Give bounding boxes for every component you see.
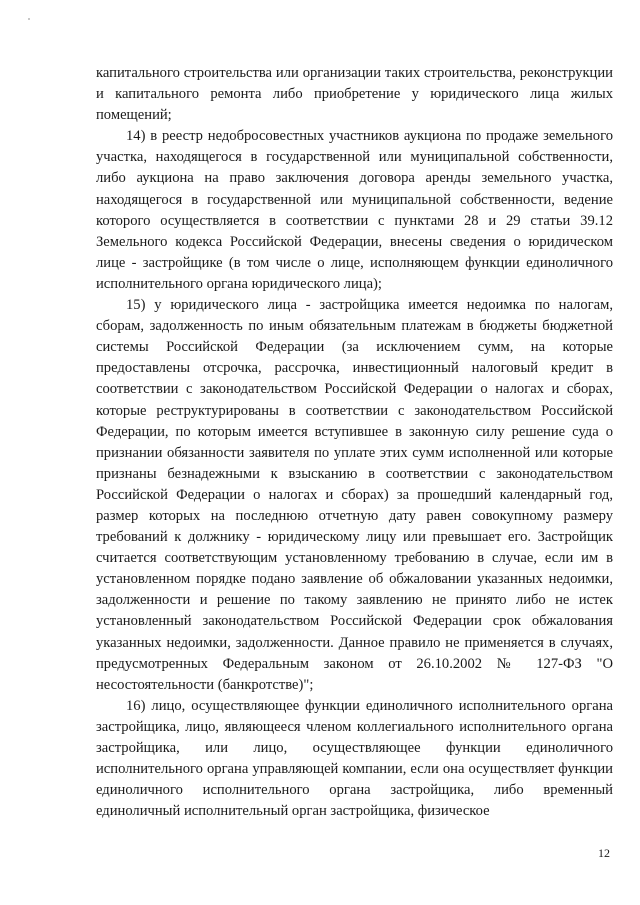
paragraph-continuation: капитального строительства или организации таких строительства, реконструкции и капитального ремонта либо приобретение у юридического лица жилых помещений; xyxy=(96,65,613,124)
page-number: 12 xyxy=(598,846,610,860)
scan-artifact xyxy=(28,18,30,20)
paragraph-item-16: 16) лицо, осуществляющее функции единоличного исполнительного органа застройщика, лицо, являющееся членом коллегиального исполнительного органа застройщика, или лицо, осуществляющее функции единоличного исполнительного органа управляющей компании, если она осуществляет функции единоличного исполнительного органа застройщика, либо временный единоличный исполнительный орган застройщика, физическое xyxy=(96,697,613,820)
document-body xyxy=(96,63,613,822)
paragraph-item-15: 15) у юридического лица - застройщика имеется недоимка по налогам, сборам, задолженность по иным обязательным платежам в бюджеты бюджетной системы Российской Федерации (за исключением сумм, на которые предоставлены отсрочка, рассрочка, инвестиционный налоговый кредит в соответствии с законодательством Российской Федерации о налогах и сборах, которые реструктурированы в соответствии с законодательством Российской Федерации, по которым имеется вступившее в законную силу решение суда о признании обязанности заявителя по уплате этих сумм исполненной или которые признаны безнадежными к взысканию в соответствии с законодательством Российской Федерации о налогах и сборах) за прошедший календарный год, размер которых на последнюю отчетную дату равен совокупному размеру требований к должнику - юридическому лицу или превышает его. Застройщик считается соответствующим установленному требованию в случае, если им в установленном порядке подано заявление об обжаловании указанных недоимки, задолженности и решение по такому заявлению не принято либо не истек установленный законодательством Российской Федерации срок обжалования указанных недоимки, задолженности. Данное правило не применяется в случаях, предусмотренных Федеральным законом от 26.10.2002 № 127-ФЗ "О несостоятельности (банкротстве)"; xyxy=(96,297,613,693)
paragraph-item-14: 14) в реестр недобросовестных участников аукциона по продаже земельного участка, находящегося в государственной или муниципальной собственности, либо аукциона на право заключения договора аренды земельного участка, находящегося в государственной или муниципальной собственности, ведение которого осуществляется в соответствии с пунктами 28 и 29 статьи 39.12 Земельного кодекса Российской Федерации, внесены сведения о юридическом лице - застройщике (в том числе о лице, исполняющем функции единоличного исполнительного органа юридического лица); xyxy=(96,128,613,292)
